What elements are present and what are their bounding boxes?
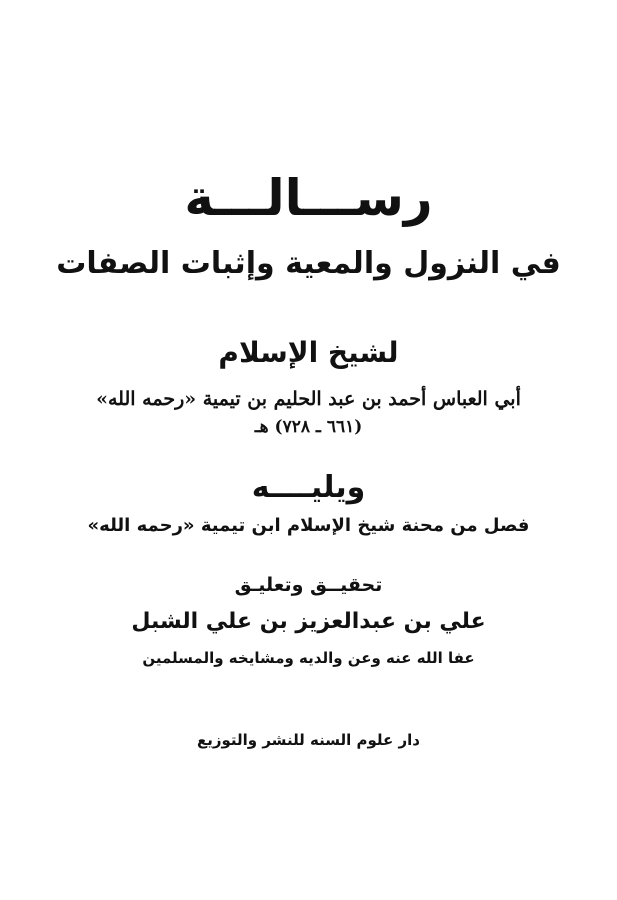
author-name: أبي العباس أحمد بن عبد الحليم بن تيمية «رحمه الله» — [96, 388, 521, 410]
editor-prayer: عفا الله عنه وعن والديه ومشايخه والمسلمين — [142, 649, 475, 667]
main-title: رســـالـــة — [184, 169, 433, 227]
editor-name: علي بن عبدالعزيز بن علي الشبل — [131, 609, 486, 634]
appendix-title: فصل من محنة شيخ الإسلام ابن تيمية «رحمه الله» — [87, 515, 530, 536]
author-title: لشيخ الإسلام — [218, 336, 399, 369]
subtitle: في النزول والمعية وإثبات الصفات — [56, 246, 561, 281]
author-dates: (٦٦١ ـ ٧٢٨) هـ — [254, 417, 363, 437]
followed-by-heading: ويليــــه — [251, 470, 366, 505]
publisher-name: دار علوم السنه للنشر والتوزيع — [196, 731, 420, 749]
edit-label: تحقيــق وتعليـق — [234, 574, 383, 596]
